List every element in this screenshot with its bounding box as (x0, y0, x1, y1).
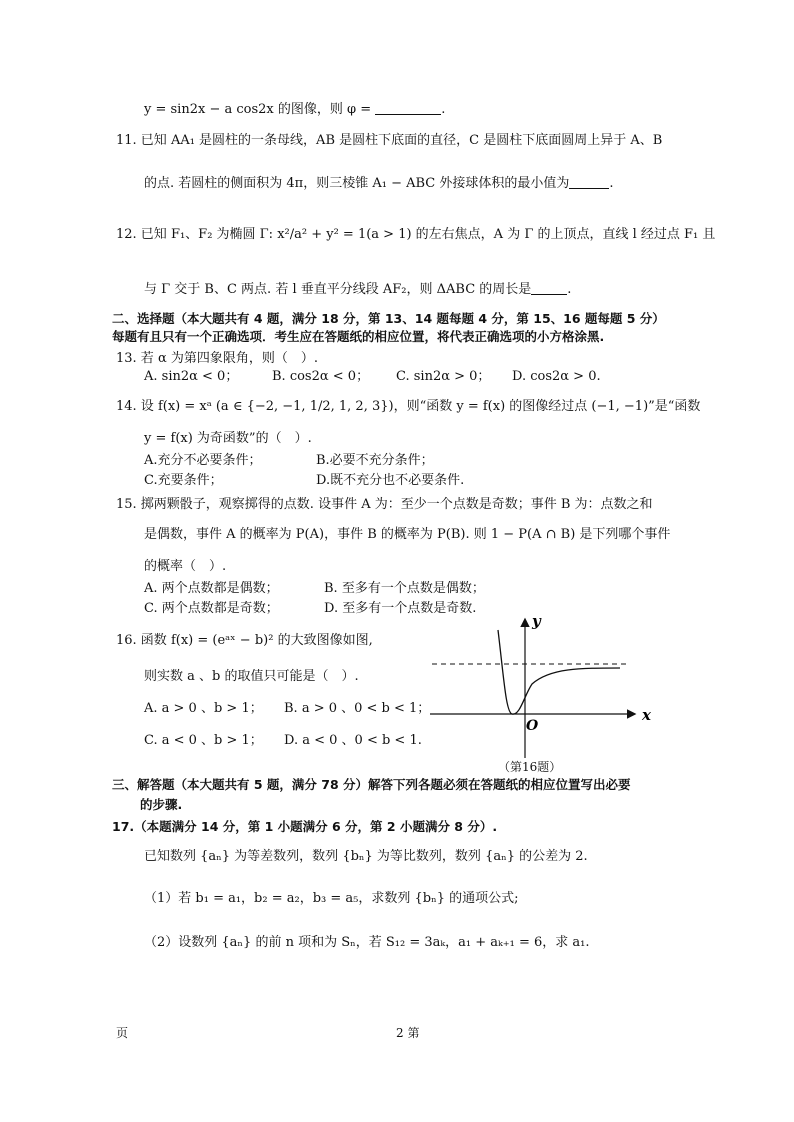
q17-part-1: （1）若 b₁ = a₁，b₂ = a₂，b₃ = a₅，求数列 {bₙ} 的通项公式; (144, 891, 519, 906)
q14-option-b: B.必要不充分条件； (316, 453, 434, 468)
q14-options-row-1 (144, 452, 434, 470)
q15-line-3: 的概率（ ）. (144, 559, 227, 574)
y-axis-label: y (532, 612, 541, 630)
footer-page-number: 2 第 (396, 1026, 420, 1040)
q15-line-2: 是偶数，事件 A 的概率为 P(A)，事件 B 的概率为 P(B). 则 1 − P(A ∩ B) 是下列哪个事件 (144, 527, 671, 542)
q10-text: y = sin2x − a cos2x 的图像，则 φ = (144, 102, 376, 117)
answer-blank (569, 174, 609, 189)
q16-graph-figure (420, 610, 660, 780)
q15-options-row-1 (144, 580, 485, 598)
section-3-title: 三、解答题（本大题共有 5 题，满分 78 分）解答下列各题必须在答题纸的相应位置写出必要 (112, 777, 631, 792)
q14-option-c: C.充要条件； (144, 473, 223, 488)
q16-line-1: 16. 函数 f(x) = (eᵃˣ − b)² 的大致图像如图, (116, 633, 373, 648)
q15-option-d: D. 至多有一个点数是奇数. (324, 601, 477, 616)
q17-title: 17.（本题满分 14 分，第 1 小题满分 6 分，第 2 小题满分 8 分）. (112, 819, 498, 834)
q17-intro: 已知数列 {aₙ} 为等差数列，数列 {bₙ} 为等比数列，数列 {aₙ} 的公差为 2. (144, 849, 588, 864)
q12-end: . (567, 282, 572, 297)
x-axis-label: x (642, 706, 651, 724)
figure-caption: （第16题） (498, 760, 562, 774)
q12-text: 与 Γ 交于 B、C 两点. 若 l 垂直平分线段 AF₂，则 ΔABC 的周长是 (144, 282, 532, 297)
q13-option-c: C. sin2α > 0； (396, 369, 491, 384)
answer-blank (531, 280, 567, 295)
q16-option-d: D. a < 0 、0 < b < 1. (284, 733, 422, 748)
q17-part-2: （2）设数列 {aₙ} 的前 n 项和为 Sₙ，若 S₁₂ = 3aₖ，a₁ + aₖ₊₁ = 6，求 a₁. (144, 935, 590, 950)
q14-line-1: 14. 设 f(x) = xᵃ (a ∈ {−2, −1, 1/2, 1, 2, 3})，则“函数 y = f(x) 的图像经过点 (−1, −1)”是“函数 (116, 399, 701, 414)
q12-line-2 (144, 280, 571, 299)
footer-left: 页 (116, 1026, 129, 1040)
q14-options-row-2 (144, 472, 464, 490)
q15-option-c: C. 两个点数都是奇数； (144, 601, 279, 616)
q14-option-d: D.既不充分也不必要条件. (316, 473, 465, 488)
section-3-title-cont: 的步骤. (140, 797, 183, 812)
q15-line-1: 15. 掷两颗骰子，观察掷得的点数. 设事件 A 为：至少一个点数是奇数；事件 B 为：点数之和 (116, 497, 653, 512)
q11-end: . (609, 176, 614, 191)
q15-option-a: A. 两个点数都是偶数； (144, 581, 279, 596)
q13-option-d: D. cos2α > 0. (512, 369, 601, 384)
q16-option-b: B. a > 0 、0 < b < 1； (284, 701, 431, 716)
q10-end: . (441, 102, 446, 117)
q13-options (144, 368, 601, 386)
q12-line-1: 12. 已知 F₁、F₂ 为椭圆 Γ: x²/a² + y² = 1(a > 1) 的左右焦点，A 为 Γ 的上顶点，直线 l 经过点 F₁ 且 (116, 227, 716, 242)
q13-option-b: B. cos2α < 0； (272, 369, 370, 384)
q14-line-2: y = f(x) 为奇函数”的（ ）. (144, 431, 312, 446)
q14-option-a: A.充分不必要条件； (144, 453, 262, 468)
q16-line-2: 则实数 a 、b 的取值只可能是（ ）. (144, 669, 359, 684)
q16-option-a: A. a > 0 、b > 1； (144, 701, 263, 716)
q13-stem: 13. 若 α 为第四象限角，则（ ）. (116, 351, 318, 366)
origin-label: O (526, 718, 539, 734)
q13-option-a: A. sin2α < 0； (144, 369, 239, 384)
q10-tail (144, 100, 445, 119)
q16-options-row-2 (144, 732, 422, 750)
section-2-title: 二、选择题（本大题共有 4 题，满分 18 分，第 13、14 题每题 4 分，第 15、16 题每题 5 分） (112, 311, 665, 326)
q15-option-b: B. 至多有一个点数是偶数； (324, 581, 485, 596)
q11-text: 的点. 若圆柱的侧面积为 4π，则三棱锥 A₁ − ABC 外接球体积的最小值为 (144, 176, 570, 191)
q16-option-c: C. a < 0 、b > 1； (144, 733, 263, 748)
q11-line-1: 11. 已知 AA₁ 是圆柱的一条母线，AB 是圆柱下底面的直径，C 是圆柱下底面圆周上异于 A、B (116, 133, 663, 148)
answer-blank (375, 100, 441, 115)
q11-line-2 (144, 174, 614, 193)
q16-options-row-1 (144, 700, 430, 718)
section-2-desc: 每题有且只有一个正确选项．考生应在答题纸的相应位置，将代表正确选项的小方格涂黑. (112, 329, 605, 344)
function-curve (498, 630, 620, 714)
